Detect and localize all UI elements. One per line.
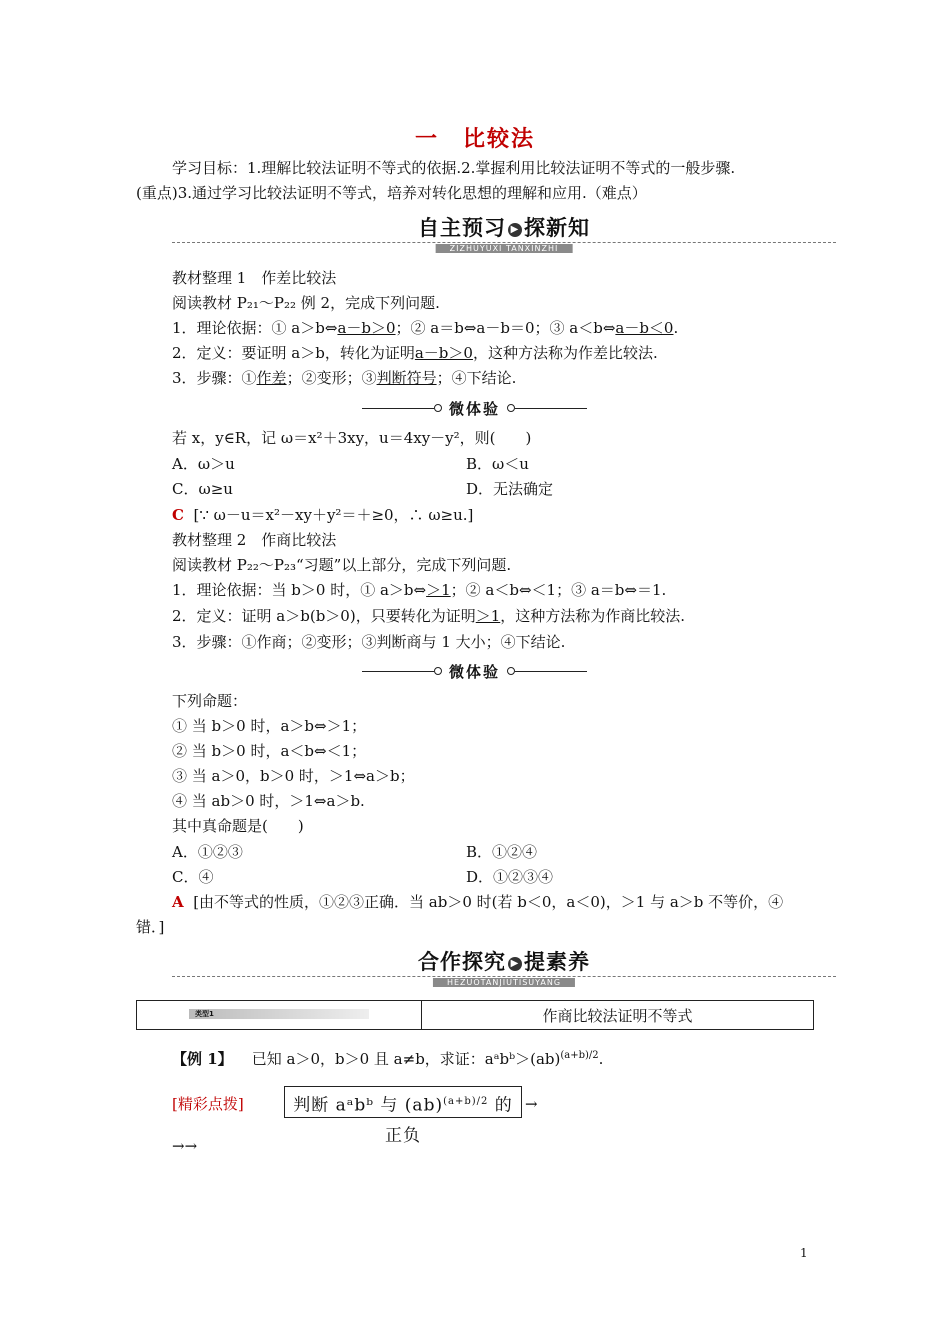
section1-item3 xyxy=(172,368,516,388)
hint-label: [精彩点拨] xyxy=(172,1095,244,1113)
objectives-line-1: 学习目标：1.理解比较法证明不等式的依据.2.掌握利用比较法证明不等式的一般步骤. xyxy=(172,159,736,177)
quiz2-option-a: A．①②③ xyxy=(172,843,243,861)
example-1 xyxy=(172,1046,603,1069)
banner-right-text: 提素养 xyxy=(524,950,590,974)
banner-pinyin: ZIZHUYUXI TANXINZHI xyxy=(436,244,573,253)
text: ；② a＝b⇔a－b＝0；③ a＜b⇔ xyxy=(395,319,616,337)
problem-type-tag: 类型1 xyxy=(189,1009,369,1019)
quiz2-option-b: B．①②④ xyxy=(466,843,538,861)
micro-experience-divider xyxy=(362,398,587,418)
hint-flow-box xyxy=(284,1086,522,1146)
quiz1-option-a: A．ω＞u xyxy=(172,455,235,473)
problem-type-tag-cell xyxy=(137,1001,422,1029)
text: ，这种方法称为作商比较法. xyxy=(500,607,686,625)
quiz2-proposition-1: ① 当 b＞0 时，a＞b⇔＞1； xyxy=(172,717,367,735)
answer-blank: 作差 xyxy=(256,369,287,387)
text: 1．理论依据：① a＞b⇔ xyxy=(172,319,338,337)
section1-item2 xyxy=(172,343,658,363)
exponent: (a+b)/2 xyxy=(560,1050,599,1061)
banner-divider xyxy=(172,976,836,977)
section1-read: 阅读教材 P₂₁～P₂₂ 例 2，完成下列问题. xyxy=(172,294,440,312)
quiz2-answer xyxy=(172,892,783,912)
page-title: 一 比较法 xyxy=(414,126,535,152)
banner-arrow-icon: ▶ xyxy=(508,223,522,237)
section1-item1 xyxy=(172,318,678,338)
section-banner-preview xyxy=(172,212,836,252)
banner-pinyin: HEZUOTANJIUTISUYANG xyxy=(433,978,575,987)
text: . xyxy=(673,319,679,337)
answer-letter: C xyxy=(172,506,184,524)
section2-item1 xyxy=(172,580,666,600)
banner-right-text: 探新知 xyxy=(524,216,590,240)
text: . xyxy=(598,1050,604,1068)
text: 3．步骤：① xyxy=(172,369,257,387)
banner-divider xyxy=(172,242,836,243)
quiz2-answer-continued: 错．] xyxy=(136,918,165,936)
answer-blank: a－b＞0 xyxy=(414,344,473,362)
micro-label: 微体验 xyxy=(448,400,500,418)
section1-heading: 教材整理 1 作差比较法 xyxy=(172,269,337,287)
quiz1-option-d: D．无法确定 xyxy=(466,480,554,498)
quiz2-proposition-2: ② 当 b＞0 时，a＜b⇔＜1； xyxy=(172,742,367,760)
exponent: (a+b)/2 xyxy=(443,1096,489,1107)
answer-blank: a－b＜0 xyxy=(615,319,674,337)
quiz1-question: 若 x，y∈R，记 ω＝x²＋3xy，u＝4xy－y²，则( ) xyxy=(172,429,532,447)
quiz2-proposition-3: ③ 当 a＞0，b＞0 时，＞1⇔a＞b； xyxy=(172,767,415,785)
micro-experience-divider xyxy=(362,661,587,681)
example-statement: 已知 a＞0，b＞0 且 a≠b，求证：aᵃbᵇ＞(ab) xyxy=(251,1050,561,1068)
quiz1-answer xyxy=(172,505,473,525)
text: ；④下结论. xyxy=(436,369,517,387)
problem-type-box xyxy=(136,1000,814,1030)
section2-item2 xyxy=(172,606,685,626)
banner-arrow-icon: ▶ xyxy=(508,957,522,971)
quiz2-question: 其中真命题是( ) xyxy=(172,817,304,835)
answer-letter: A xyxy=(172,893,184,911)
section-banner-explore xyxy=(172,946,836,986)
quiz2-option-c: C．④ xyxy=(172,868,214,886)
quiz1-option-b: B．ω＜u xyxy=(466,455,529,473)
text: 判断 aᵃbᵇ 与 (ab) xyxy=(293,1095,444,1116)
quiz1-option-c: C．ω≥u xyxy=(172,480,233,498)
example-label: 【例 1】 xyxy=(172,1050,233,1068)
page-number: 1 xyxy=(800,1246,808,1260)
micro-label: 微体验 xyxy=(448,663,500,681)
text: ；②变形；③ xyxy=(286,369,377,387)
answer-blank: ＞1 xyxy=(475,607,501,625)
text: 的正负 xyxy=(385,1095,513,1146)
text: 2．定义：证明 a＞b(b＞0)，只要转化为证明 xyxy=(172,607,476,625)
text: ；② a＜b⇔＜1；③ a＝b⇔＝1. xyxy=(450,581,667,599)
answer-blank: 判断符号 xyxy=(376,369,437,387)
answer-blank: a－b＞0 xyxy=(337,319,396,337)
text: ，这种方法称为作差比较法. xyxy=(472,344,658,362)
problem-type-title: 作商比较法证明不等式 xyxy=(542,1007,693,1025)
text: 1．理论依据：当 b＞0 时，① a＞b⇔ xyxy=(172,581,427,599)
flow-arrow: → xyxy=(525,1095,538,1113)
banner-left-text: 自主预习 xyxy=(418,216,506,240)
text: 2．定义：要证明 a＞b，转化为证明 xyxy=(172,344,415,362)
answer-blank: ＞1 xyxy=(426,581,451,599)
objectives-line-2: (重点)3.通过学习比较法证明不等式，培养对转化思想的理解和应用.（难点） xyxy=(136,184,647,202)
quiz2-intro: 下列命题： xyxy=(172,692,248,710)
flow-arrows: →→ xyxy=(172,1137,198,1155)
section2-heading: 教材整理 2 作商比较法 xyxy=(172,531,337,549)
quiz2-option-d: D．①②③④ xyxy=(466,868,554,886)
answer-explanation: [∵ ω－u＝x²－xy＋y²＝＋≥0，∴ ω≥u.] xyxy=(193,506,474,524)
quiz2-proposition-4: ④ 当 ab＞0 时，＞1⇔a＞b. xyxy=(172,792,365,810)
banner-left-text: 合作探究 xyxy=(418,950,506,974)
section2-item3: 3．步骤：①作商；②变形；③判断商与 1 大小；④下结论. xyxy=(172,633,566,651)
section2-read: 阅读教材 P₂₂～P₂₃“习题”以上部分，完成下列问题. xyxy=(172,556,512,574)
answer-explanation: [由不等式的性质，①②③正确．当 ab＞0 时(若 b＜0，a＜0)，＞1 与 a＞b 不等价，④ xyxy=(193,893,784,911)
banner-heading xyxy=(412,212,596,242)
banner-heading xyxy=(412,946,596,976)
